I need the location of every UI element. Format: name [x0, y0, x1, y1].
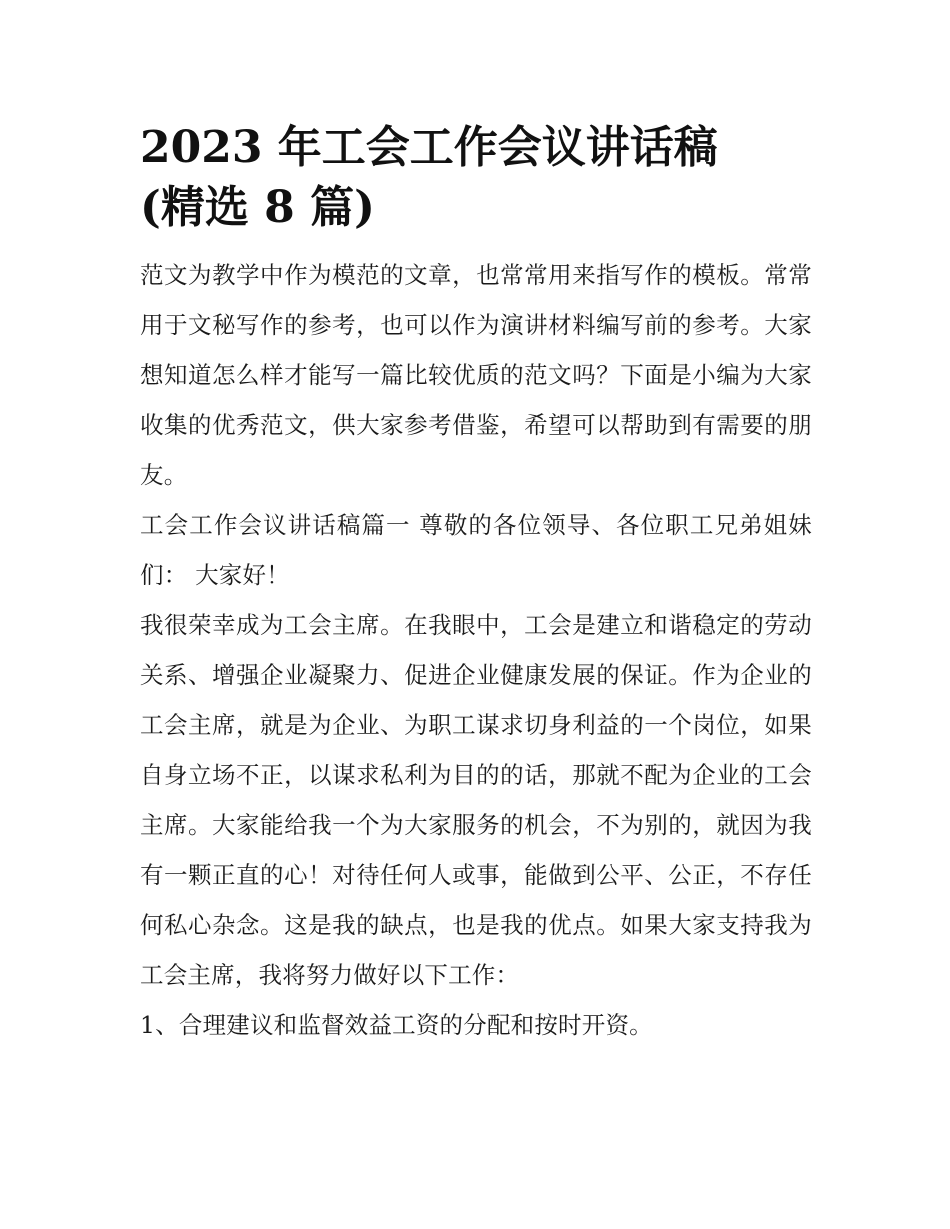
document-content [140, 118, 812, 1050]
document-title [140, 118, 812, 238]
title-line-1: 2023 年工会工作会议讲话稿 [140, 122, 718, 173]
speech-body-paragraph: 我很荣幸成为工会主席。在我眼中，工会是建立和谐稳定的劳动关系、增强企业凝聚力、促进企业健康发展的保证。作为企业的工会主席，就是为企业、为职工谋求切身利益的一个岗位，如果自身立场不正，以谋求私利为目的的话，那就不配为企业的工会主席。大家能给我一个为大家服务的机会，不为别的，就因为我有一颗正直的心！对待任何人或事，能做到公平、公正，不存任何私心杂念。这是我的缺点，也是我的优点。如果大家支持我为工会主席，我将努力做好以下工作： [140, 611, 812, 989]
speech-greeting-paragraph: 工会工作会议讲话稿篇一 尊敬的各位领导、各位职工兄弟姐妹们： 大家好！ [140, 511, 812, 589]
list-item-1: 1、合理建议和监督效益工资的分配和按时开资。 [140, 1011, 653, 1039]
title-line-2: (精选 8 篇) [140, 182, 375, 233]
intro-paragraph: 范文为教学中作为模范的文章，也常常用来指写作的模板。常常用于文秘写作的参考，也可以作为演讲材料编写前的参考。大家想知道怎么样才能写一篇比较优质的范文吗？下面是小编为大家收集的优秀范文，供大家参考借鉴，希望可以帮助到有需要的朋友。 [140, 261, 812, 489]
